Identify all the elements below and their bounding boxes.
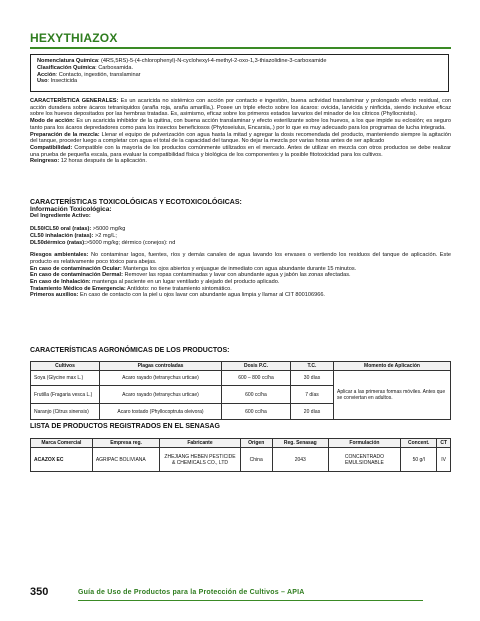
ld-line: DL50dérmico (ratas):>5000 mg/kg; dérmico (conejos): nd	[30, 239, 176, 246]
identity-box	[30, 54, 449, 92]
ld-line: CL50 inhalación (ratas): >2 mg/L;	[30, 232, 117, 239]
identity-row: Nomenclatura Química: (4RS,5RS)-5-(4-chlorophenyl)-N-cyclohexyl-4-methyl-2-oxo-1,3-thiazolidine-3-carboxamide	[37, 58, 327, 64]
title-rule	[30, 47, 451, 49]
col-header: Plagas controladas	[100, 362, 222, 371]
col-header: CT	[437, 439, 451, 448]
general-paragraph: CARACTERÍSTICA GENERALES: Es un acaricida no sistémico con acción por contacto e ingestión, buena actividad translaminar y prolongado efecto residual, con acción duradera sobre ácaros tetraniquidos (araña roja, araña amarilla,). Posee un triple efecto sobre los ácaros: ovicida, larvicida y ninficida, siendo inclusive eficaz sobre los huevos depositados por las hembras tratadas. Es, asimismo, eficaz sobre los primeros estados larvarios del minador de los cítricos (Phyllocnistis).	[30, 98, 451, 118]
tox-paragraph: En caso de contaminación Ocular: Mantenga los ojos abiertos y enjuague de inmediato con agua abundante durante 15 minutos.	[30, 265, 357, 272]
tox-paragraph: En caso de Inhalación: mantenga al paciente en un lugar ventilado y alejado del producto aplicado.	[30, 279, 280, 286]
mode-paragraph: Modo de acción: Es un acaricida inhibidor de la quitina, con buena acción translaminar y efecto esterilizante sobre los huevos, a los que impide su eclosión; es seguro tanto para los ácaros depredadores como para los insectos beneficiosos (Phytoseiulus, Encarsia,.) por lo que es muy adecuado para los programas de lucha integrada.	[30, 118, 451, 131]
compat-paragraph: Compatibilidad: Compatible con la mayoría de los productos comúnmente utilizados en el mercado. Antes de utilizar en mezcla con otros productos se debe realizar una prueba de pequeña escala, para evaluar la compatibilidad física y biológica de los componentes y la posible fitotoxicidad para los cultivos.	[30, 144, 451, 158]
tox-paragraph: Primeros auxilios: En caso de contacto con la piel u ojos lavar con abundante agua limpia y llamar al CIT 800106966.	[30, 292, 325, 299]
table-row: ACAZOX EC AGRIPAC BOLIVIANA ZHEJIANG HEBEN PESTICIDE & CHEMICALS CO., LTD China 2043 CONCENTRADO EMULSIONABLE 50 g/l IV	[31, 448, 451, 472]
footer-rule	[78, 600, 423, 601]
col-header: Empresa reg.	[92, 439, 159, 448]
agro-heading: CARACTERÍSTICAS AGRONÓMICAS DE LOS PRODUCTOS:	[30, 347, 230, 354]
reentry-paragraph: Reingreso: 12 horas después de la aplicación.	[30, 158, 147, 165]
col-header: Cultivos	[31, 362, 100, 371]
table-row: Frutilla (Fragaria vesca L.) Acaro rayado (tetranychus urticae) 600 cc/ha 7 días	[31, 386, 451, 404]
registry-table	[30, 438, 451, 472]
page-title: HEXYTHIAZOX	[30, 31, 118, 45]
tox-heading: CARACTERÍSTICAS TOXICOLÓGICAS Y ECOTOXICOLÓGICAS:	[30, 199, 242, 206]
tox-paragraph: En caso de contaminación Dermal: Remover las ropas contaminadas y lavar con abundante agua y jabón las zonas afectadas.	[30, 272, 351, 279]
moment-cell: Aplicar a las primeras formas móviles. Antes que se conviertan en adultos.	[334, 371, 451, 420]
identity-row: Clasificación Química: Carboxamida.	[37, 64, 134, 71]
col-header: Fabricante	[160, 439, 240, 448]
identity-row: Uso: Insecticida	[37, 78, 78, 85]
page-number: 350	[30, 586, 49, 598]
tox-paragraph: Riesgos ambientales: No contaminar lagos, fuentes, ríos y demás canales de agua lavando los envases o vertiendo los residuos del tanque de aplicación. Este producto es relativamente poco tóxico para abejas.	[30, 252, 451, 265]
col-header: Reg. Senasag	[272, 439, 328, 448]
table-row: Naranjo (Citrus sinensis) Acaro tostado (Phyllocoptruta oleivora) 600 cc/ha 20 días	[31, 404, 451, 420]
general-section	[30, 98, 451, 165]
col-header: Dosis P.C.	[222, 362, 291, 371]
ld-line: DL50/CL50 oral (ratas): >5000 mg/kg	[30, 226, 126, 233]
col-header: T.C.	[291, 362, 334, 371]
col-header: Formulación	[328, 439, 400, 448]
registry-heading: LISTA DE PRODUCTOS REGISTRADOS EN EL SENASAG	[30, 423, 220, 430]
col-header: Marca Comercial	[31, 439, 93, 448]
tox-info-heading: Información Toxicológica:	[30, 205, 112, 213]
col-header: Origen	[240, 439, 272, 448]
agro-table	[30, 361, 451, 420]
col-header: Concent.	[401, 439, 437, 448]
footer-title: Guía de Uso de Productos para la Protección de Cultivos – APIA	[78, 589, 305, 596]
table-row: Soya (Glycine max L.) Acaro rayado (tetranychus urticae) 600 – 800 cc/ha 30 días Aplicar a las primeras formas móviles. Antes que se conviertan en adultos.	[31, 371, 451, 386]
tox-active-heading: Del Ingrediente Activo:	[30, 213, 91, 220]
tox-paragraph: Tratamiento Médico de Emergencia: Antídoto: no tiene tratamiento sintomático.	[30, 285, 232, 292]
prep-paragraph: Preparación de la mezcla: Llenar el equipo de pulverización con agua hasta la mitad y agregar la dosis recomendada del producto, manteniendo siempre la agitación del tanque, proceder luego a completar con agua el total de la capacidad del tanque. No dejar la mezcla por varias horas antes de ser aplicado	[30, 131, 451, 145]
col-header: Momento de Aplicación	[334, 362, 451, 371]
identity-row: Acción: Contacto, ingestión, translaminar	[37, 71, 141, 78]
tox-section	[30, 200, 451, 299]
